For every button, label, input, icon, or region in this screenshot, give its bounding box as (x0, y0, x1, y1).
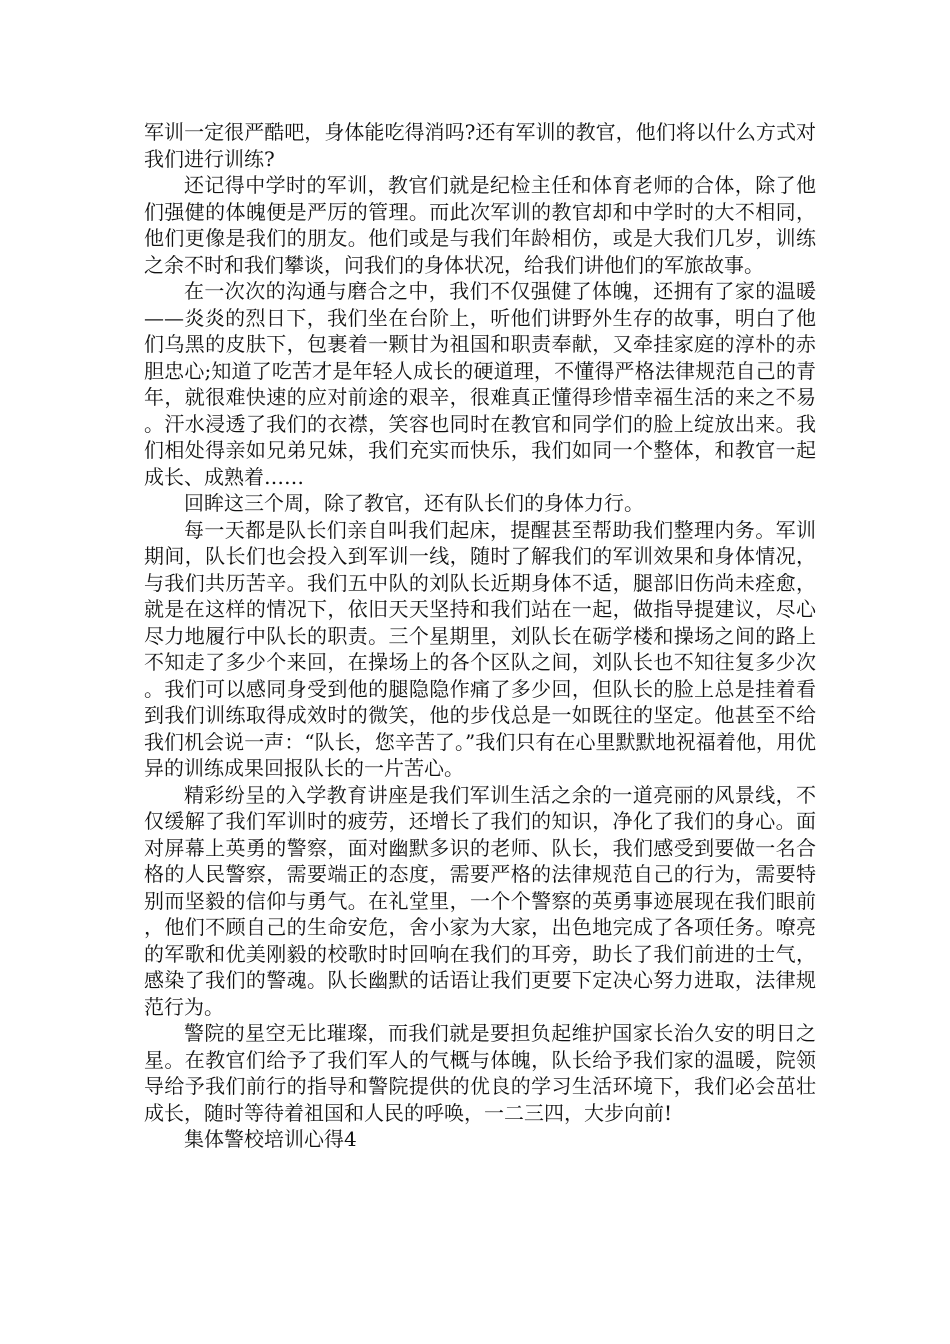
section-heading: 集体警校培训心得4 (184, 1127, 357, 1151)
paragraph-7: 警院的星空无比璀璨，而我们就是要担负起维护国家长治久安的明日之星。在教官们给予了我们军人的气概与体魄，队长给予我们家的温暖，院领导给予我们前行的指导和警院提供的优良的学习生活环境下，我们必会茁壮成长，随时等待着祖国和人民的呼唤，一二三四，大步向前! (144, 1021, 816, 1125)
paragraph-5: 每一天都是队长们亲自叫我们起床，提醒甚至帮助我们整理内务。军训期间，队长们也会投入到军训一线，随时了解我们的军训效果和身体情况，与我们共历苦辛。我们五中队的刘队长近期身体不适，腿部旧伤尚未痊愈，就是在这样的情况下，依旧天天坚持和我们站在一起，做指导提建议，尽心尽力地履行中队长的职责。三个星期里，刘队长在砺学楼和操场之间的路上不知走了多少个来回，在操场上的各个区队之间，刘队长也不知往复多少次。我们可以感同身受到他的腿隐隐作痛了多少回，但队长的脸上总是挂着看到我们训练取得成效时的微笑，他的步伐总是一如既往的坚定。他甚至不给我们机会说一声：“队长，您辛苦了。”我们只有在心里默默地祝福着他，用优异的训练成果回报队长的一片苦心。 (144, 517, 816, 780)
paragraph-1: 军训一定很严酷吧，身体能吃得消吗?还有军训的教官，他们将以什么方式对我们进行训练? (144, 120, 816, 171)
document-body (144, 119, 816, 1153)
paragraph-3: 在一次次的沟通与磨合之中，我们不仅强健了体魄，还拥有了家的温暖——炎炎的烈日下，我们坐在台阶上，听他们讲野外生存的故事，明白了他们乌黑的皮肤下，包裹着一颗甘为祖国和职责奉献，又牵挂家庭的淳朴的赤胆忠心;知道了吃苦才是年轻人成长的硬道理，不懂得严格法律规范自己的青年，就很难快速的应对前途的艰辛，很难真正懂得珍惜幸福生活的来之不易。汗水浸透了我们的衣襟，笑容也同时在教官和同学们的脸上绽放出来。我们相处得亲如兄弟兄妹，我们充实而快乐，我们如同一个整体，和教官一起成长、成熟着…… (144, 279, 816, 489)
paragraph-4: 回眸这三个周，除了教官，还有队长们的身体力行。 (184, 491, 644, 515)
paragraph-6: 精彩纷呈的入学教育讲座是我们军训生活之余的一道亮丽的风景线，不仅缓解了我们军训时的疲劳，还增长了我们的知识，净化了我们的身心。面对屏幕上英勇的警察，面对幽默多识的老师、队长，我们感受到要做一名合格的人民警察，需要端正的态度，需要严格的法律规范自己的行为，需要特别而坚毅的信仰与勇气。在礼堂里，一个个警察的英勇事迹展现在我们眼前，他们不顾自己的生命安危，舍小家为大家，出色地完成了各项任务。嘹亮的军歌和优美刚毅的校歌时时回响在我们的耳旁，助长了我们前进的士气，感染了我们的警魂。队长幽默的话语让我们更要下定决心努力进取，法律规范行为。 (144, 782, 816, 1019)
paragraph-2: 还记得中学时的军训，教官们就是纪检主任和体育老师的合体，除了他们强健的体魄便是严厉的管理。而此次军训的教官却和中学时的大不相同，他们更像是我们的朋友。他们或是与我们年龄相仿，或是大我们几岁，训练之余不时和我们攀谈，问我们的身体状况，给我们讲他们的军旅故事。 (144, 173, 816, 277)
